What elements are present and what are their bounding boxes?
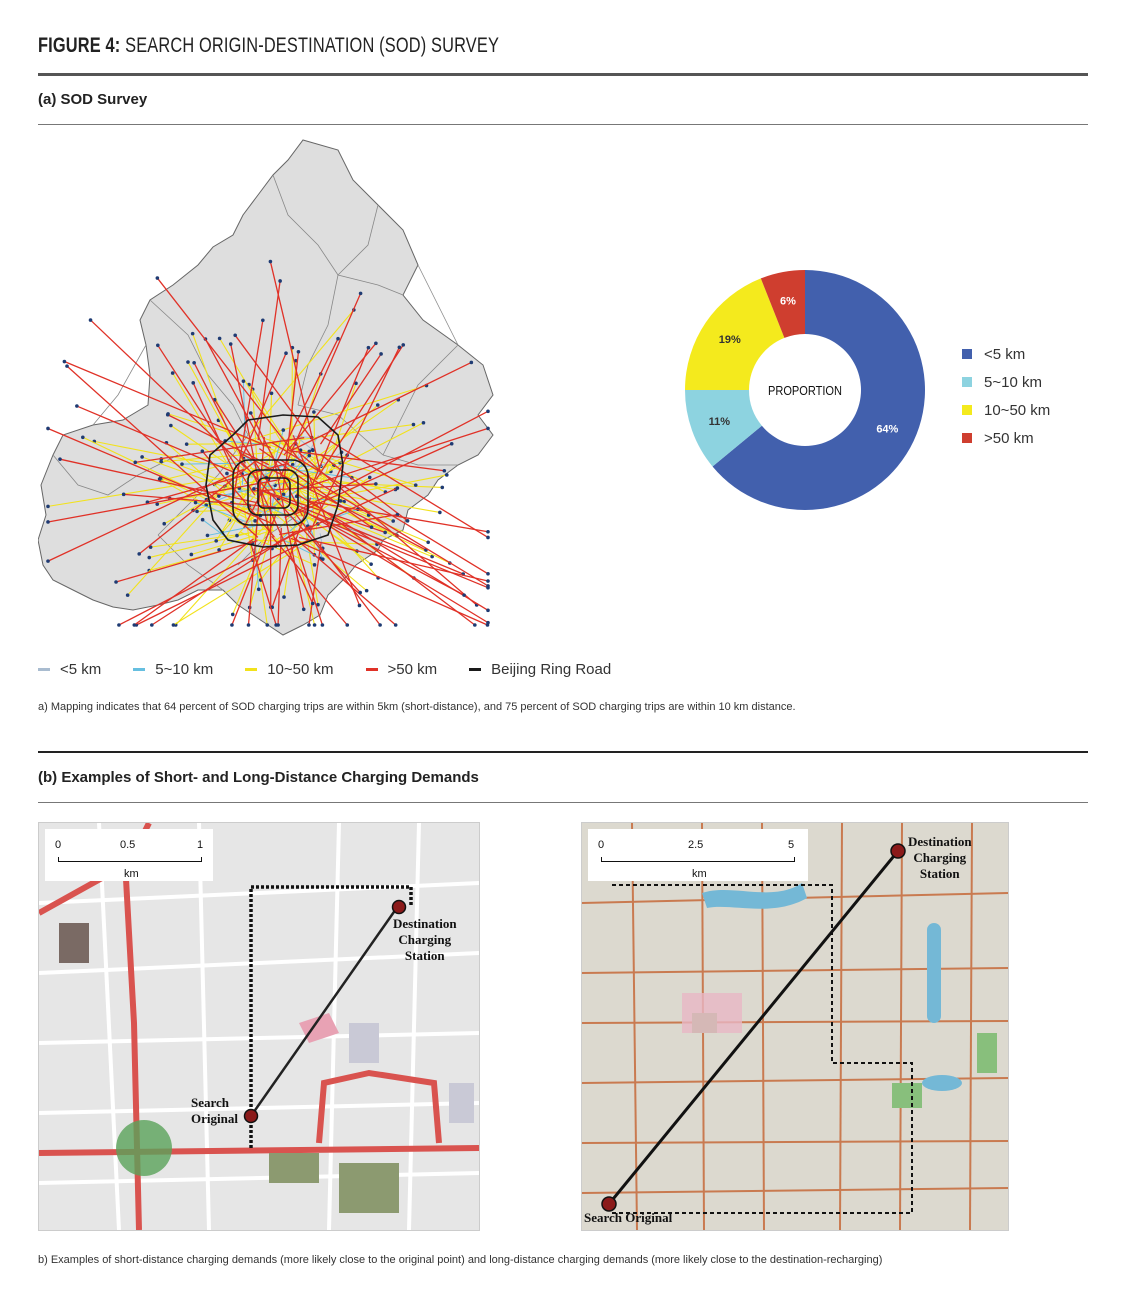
trip-endpoint [58,457,62,461]
long-distance-map [581,822,1009,1231]
trip-endpoint [190,553,194,557]
trip-endpoint [235,534,239,538]
trip-endpoint [218,337,222,341]
trip-endpoint [171,371,175,375]
trip-endpoint [257,587,261,591]
trip-endpoint [265,623,269,627]
destination-label-line: Station [404,948,445,963]
trip-endpoint [358,604,362,608]
trip-endpoint [445,473,449,477]
short-map-destination-label [393,916,457,964]
trip-endpoint [391,519,395,523]
trip-endpoint [276,623,280,627]
trip-endpoint [214,539,218,543]
short-distance-map-canvas [39,823,479,1230]
long-map-origin-label: Search Original [584,1210,673,1225]
donut-legend-swatch [962,349,972,359]
trip-endpoint [140,455,144,459]
trip-endpoint [89,318,93,322]
sod-map [38,135,538,640]
trip-endpoint [269,260,273,264]
trip-endpoint [313,623,317,627]
donut-legend-label: 5~10 km [984,373,1042,391]
trip-endpoint [486,579,490,583]
trip-endpoint [367,346,371,350]
trip-endpoint [201,449,205,453]
scale-tick-label: 5 [788,839,795,851]
legend-swatch [245,668,257,671]
trip-endpoint [486,609,490,613]
trip-endpoint [225,472,229,476]
trip-endpoint [486,427,490,431]
scale-bar-line [601,857,795,862]
scale-bar-line [58,857,202,862]
trip-endpoint [359,292,363,296]
trip-endpoint [412,423,416,427]
trip-endpoint [81,435,85,439]
long-distance-map-canvas [582,823,1008,1230]
trip-endpoint [284,351,288,355]
section-b-rule [38,802,1088,803]
figure-title [38,34,499,58]
trip-endpoint [345,623,349,627]
trip-endpoint [414,483,418,487]
destination-label-line: Charging [398,932,452,947]
trip-endpoint [394,623,398,627]
origin-label-line: Original [191,1111,238,1126]
trip-endpoint [191,381,195,385]
trip-endpoint [185,442,189,446]
trip-endpoint [126,593,130,597]
short-map-origin-label [191,1095,238,1127]
trip-endpoint [376,403,380,407]
trip-endpoint [133,461,137,465]
donut-slice-label-1: 11% [708,415,731,428]
legend-label: 5~10 km [155,660,214,678]
legend-label: 10~50 km [267,660,334,678]
trip-endpoint [486,530,490,534]
trip-endpoint [63,360,67,364]
trip-endpoint [192,361,196,365]
trip-endpoint [114,580,118,584]
trip-endpoint [462,593,466,597]
trip-endpoint [46,427,50,431]
legend-swatch [469,668,481,671]
trip-endpoint [180,462,184,466]
trip-endpoint [282,493,286,497]
origin-label-line: Search [191,1095,230,1110]
trip-endpoint [486,623,490,627]
donut-legend [962,340,1050,452]
trip-endpoint [374,341,378,345]
trip-endpoint [307,623,311,627]
trip-endpoint [311,602,315,606]
trip-endpoint [46,505,50,509]
trip-endpoint [231,613,235,617]
trip-endpoint [137,552,141,556]
trip-endpoint [122,493,126,497]
trip-endpoint [443,469,447,473]
trip-endpoint [191,332,195,336]
donut-legend-label: >50 km [984,429,1034,447]
header-rule [38,73,1088,76]
donut-legend-item-5-10 [962,368,1050,396]
trip-endpoint [486,584,490,588]
trip-endpoint [156,344,160,348]
trip-endpoint [281,428,285,432]
destination-label-line: Destination [393,916,457,931]
trip-endpoint [186,360,190,364]
legend-label: >50 km [387,660,438,678]
trip-endpoint [65,364,69,368]
trip-endpoint [172,623,176,627]
destination-label-line: Charging [913,850,967,865]
trip-endpoint [302,608,306,612]
donut-slice-label-0: 64% [876,423,899,436]
short-distance-map [38,822,480,1231]
trip-endpoint [117,623,121,627]
trip-endpoint [150,623,154,627]
long-map-scale-bar [588,829,808,881]
trip-endpoint [358,591,362,595]
scale-unit: km [692,868,707,880]
trip-endpoint [195,510,199,514]
trip-endpoint [162,522,166,526]
figure-label: FIGURE 4: [38,34,121,57]
trip-endpoint [336,337,340,341]
trip-endpoint [166,413,170,417]
trip-endpoint [229,342,233,346]
legend-item-lt5 [38,661,101,678]
trip-endpoint [249,411,253,415]
figure-title-text: SEARCH ORIGIN-DESTINATION (SOD) SURVEY [125,34,500,57]
trip-endpoint [470,361,474,365]
donut-slice-label-2: 19% [718,333,741,346]
trip-endpoint [282,595,286,599]
trip-endpoint [156,276,160,280]
trip-endpoint [486,572,490,576]
trip-endpoint [313,563,317,567]
trip-endpoint [422,421,426,425]
trip-endpoint [247,623,251,627]
trip-endpoint [365,589,369,593]
donut-legend-swatch [962,377,972,387]
section-a-title: (a) SOD Survey [38,91,148,108]
trip-endpoint [383,531,387,535]
section-a-caption: a) Mapping indicates that 64 percent of SOD charging trips are within 5km (short-distance), and 75 percent of SOD charging trips are within 10 km distance. [38,701,796,713]
donut-center-label: PROPORTION [768,383,842,399]
destination-label-line: Destination [908,834,972,849]
trip-endpoint [486,410,490,414]
scale-tick-label: 0 [55,839,62,851]
trip-endpoint [321,623,325,627]
trip-endpoint [201,518,205,522]
trip-endpoint [147,556,151,560]
trip-endpoint [473,623,477,627]
donut-legend-swatch [962,405,972,415]
trip-endpoint [401,343,405,347]
section-b-caption: b) Examples of short-distance charging demands (more likely close to the original point) and long-distance charging demands (more likely close to the destination-recharging) [38,1254,883,1266]
section-b-title: (b) Examples of Short- and Long-Distance Charging Demands [38,769,479,786]
trip-endpoint [132,623,136,627]
trip-endpoint [253,519,257,523]
section-b-top-rule [38,751,1088,753]
trip-endpoint [374,482,378,486]
trip-endpoint [486,536,490,540]
trip-endpoint [307,454,311,458]
section-a-rule [38,124,1088,125]
scale-tick-label: 0 [598,839,605,851]
trip-endpoint [242,379,246,383]
trip-endpoint [426,540,430,544]
trip-endpoint [368,476,372,480]
trip-endpoint [46,559,50,563]
donut-legend-item-lt5 [962,340,1050,368]
long-map-destination-label [908,834,972,882]
map-legend [38,658,643,680]
trip-endpoint [378,623,382,627]
trip-endpoint [169,424,173,428]
donut-legend-swatch [962,433,972,443]
legend-item-10-50 [245,661,333,678]
donut-legend-item-gt50 [962,424,1050,452]
trip-endpoint [369,562,373,566]
legend-swatch [133,668,145,671]
trip-endpoint [379,352,383,356]
legend-label: Beijing Ring Road [491,660,612,678]
trip-endpoint [206,534,210,538]
trip-endpoint [252,487,256,491]
donut-legend-label: <5 km [984,345,1026,363]
donut-legend-label: 10~50 km [984,401,1051,419]
legend-label: <5 km [60,660,102,678]
legend-swatch [38,668,50,671]
trip-endpoint [230,623,234,627]
trip-endpoint [438,511,442,515]
scale-unit: km [124,868,139,880]
destination-label-line: Station [919,866,960,881]
legend-item-ring-road [469,661,611,678]
trip-endpoint [261,318,265,322]
trip-endpoint [233,334,237,338]
legend-swatch [366,668,378,671]
trip-endpoint [75,404,79,408]
donut-legend-item-10-50 [962,396,1050,424]
scale-tick-label: 0.5 [120,839,136,851]
donut-slice-label-3: 6% [779,295,796,308]
trip-endpoint [194,501,198,505]
trip-endpoint [278,279,282,283]
legend-item-5-10 [133,661,213,678]
proportion-donut-chart [680,265,930,515]
legend-item-gt50 [366,661,438,678]
scale-tick-label: 1 [197,839,204,851]
trip-endpoint [406,519,410,523]
trip-endpoint [440,486,444,490]
trip-endpoint [297,350,301,354]
short-map-scale-bar [45,829,213,881]
trip-endpoint [450,442,454,446]
trip-endpoint [46,520,50,524]
trip-endpoint [396,486,400,490]
trip-endpoint [312,410,316,414]
trip-endpoint [370,525,374,529]
scale-tick-label: 2.5 [688,839,704,851]
trip-endpoint [398,346,402,350]
